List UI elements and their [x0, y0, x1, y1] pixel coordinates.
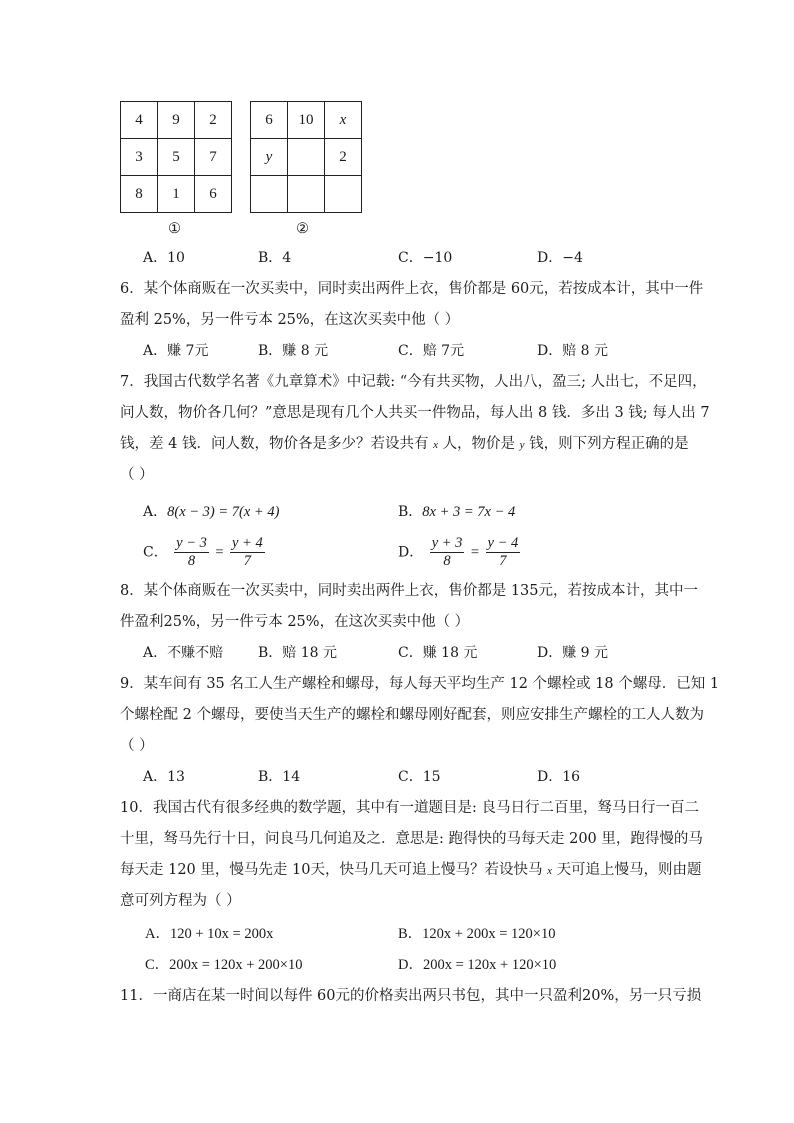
q5-option-d: D．−4: [537, 250, 583, 266]
q8-option-c: C．赚 18 元: [398, 645, 478, 661]
q7-option-b-expr: 8x + 3 = 7x − 4: [422, 504, 516, 520]
q5-option-a: A．10: [143, 250, 185, 266]
grid2-cell: x: [325, 102, 362, 139]
q7-option-a: [143, 502, 279, 522]
grid2-label: ②: [296, 221, 309, 237]
q7-option-d-frac2: [486, 535, 521, 570]
grid2-cell: [288, 176, 325, 213]
q6-option-d: D．赔 8 元: [537, 343, 609, 359]
q10-option-c: C．200x = 120x + 200×10: [145, 957, 303, 973]
q10-option-a: A．120 + 10x = 200x: [145, 926, 274, 942]
q9-option-a: A．13: [143, 769, 185, 785]
q8-option-b: B．赔 18 元: [258, 645, 338, 661]
q7-var-y: y: [519, 439, 525, 451]
q7-option-c-num2: y + 4: [232, 535, 263, 551]
q7-option-c-den1: 8: [187, 553, 196, 569]
grid1-cell: 8: [121, 176, 158, 213]
q7-text-line2: 问人数，物价各几何？”意思是现有几个人共买一件物品，每人出 8 钱．多出 3 钱; 每人出 7: [120, 405, 710, 421]
grid1-cell: 6: [195, 176, 232, 213]
grid2-cell: 2: [325, 139, 362, 176]
grid2-cell: [325, 176, 362, 213]
q7-option-d-den1: 8: [443, 553, 451, 569]
q7-option-c-den2: 7: [243, 553, 251, 569]
q6-text-line1: 6．某个体商贩在一次买卖中，同时卖出两件上衣，售价都是 60元，若按成本计，其中一件: [120, 281, 704, 297]
q7-option-c-eq: =: [215, 544, 224, 561]
q7-line3-part-c: 钱，则下列方程正确的是: [529, 436, 689, 452]
grid1-cell: 5: [158, 139, 195, 176]
q7-text-line4: （ ）: [120, 467, 154, 483]
grid2-cell: y: [251, 139, 288, 176]
grid1-cell: 4: [121, 102, 158, 139]
q6-option-c: C．赔 7元: [398, 343, 465, 359]
grid2-cell: 10: [288, 102, 325, 139]
q6-option-a: A．赚 7元: [143, 343, 209, 359]
q7-option-c: [143, 535, 267, 570]
q9-text-line2: 个螺栓配 2 个螺母，要使当天生产的螺栓和螺母刚好配套，则应安排生产螺栓的工人人数为: [120, 707, 704, 723]
q10-text-line2: 十里，驽马先行十日，问良马几何追及之．意思是: 跑得快的马每天走 200 里，跑得慢的马: [120, 831, 703, 847]
q9-option-c: C．15: [398, 769, 441, 785]
magic-square-1: [120, 101, 232, 213]
q7-option-d: [398, 535, 522, 570]
q5-option-c: C．−10: [398, 250, 453, 266]
q7-line3-part-a: 钱，差 4 钱．问人数，物价各是多少？若设共有: [120, 436, 429, 452]
q7-var-x: x: [433, 439, 438, 451]
q7-option-a-label: A．: [143, 504, 168, 520]
q8-text-line1: 8．某个体商贩在一次买卖中，同时卖出两件上衣，售价都是 135元，若按成本计，其中一: [120, 583, 699, 599]
q10-text-line4: 意可列方程为（ ）: [120, 893, 241, 909]
grid1-cell: 2: [195, 102, 232, 139]
q10-option-d: D．200x = 120x + 120×10: [398, 957, 557, 973]
q9-text-line3: （ ）: [120, 738, 154, 754]
q6-text-line2: 盈利 25%，另一件亏本 25%，在这次买卖中他（ ）: [120, 312, 460, 328]
q8-option-a: A．不赚不赔: [143, 645, 224, 661]
q7-option-b-label: B．: [398, 504, 423, 520]
q7-text-line1: 7．我国古代数学名著《九章算术》中记载: “今有共买物，人出八，盈三; 人出七，不足四，: [120, 374, 707, 390]
magic-square-2: [250, 101, 362, 213]
q8-text-line2: 件盈利25%，另一件亏本 25%，在这次买卖中他（ ）: [120, 614, 470, 630]
grid2-cell: 6: [251, 102, 288, 139]
q10-text-line3: [120, 860, 702, 881]
q7-option-d-label: D．: [398, 544, 424, 561]
q10-option-b: B．120x + 200x = 120×10: [398, 926, 556, 942]
q7-option-d-num1: y + 3: [431, 535, 463, 551]
q7-option-c-num1: y − 3: [176, 535, 207, 551]
grid1-cell: 1: [158, 176, 195, 213]
q10-line3-part-b: 天可追上慢马，则由题: [556, 862, 702, 878]
q7-option-a-expr: 8(x − 3) = 7(x + 4): [167, 504, 280, 520]
q8-option-d: D．赚 9 元: [537, 645, 609, 661]
q7-option-d-eq: =: [470, 544, 480, 561]
grid1-label: ①: [168, 221, 181, 237]
q11-text-line1: 11．一商店在某一时间以每件 60元的价格卖出两只书包，其中一只盈利20%，另一只亏损: [120, 988, 702, 1004]
q10-line3-part-a: 每天走 120 里，慢马先走 10天，快马几天可追上慢马？若设快马: [120, 862, 543, 878]
q7-option-d-frac1: [430, 535, 465, 570]
q10-text-line1: 10．我国古代有很多经典的数学题，其中有一道题目是: 良马日行二百里，驽马日行一百二: [120, 800, 699, 816]
q7-option-c-frac2: [230, 535, 265, 570]
q7-option-d-num2: y − 4: [487, 535, 519, 551]
grid1-cell: 3: [121, 139, 158, 176]
q5-option-b: B．4: [258, 250, 292, 266]
q7-option-b: [398, 502, 515, 522]
q7-option-d-den2: 7: [499, 553, 507, 569]
q9-option-d: D．16: [537, 769, 581, 785]
q7-line3-part-b: 人，物价是: [442, 436, 516, 452]
q7-option-c-label: C．: [143, 544, 168, 561]
q10-var-x: x: [547, 865, 552, 877]
q7-option-c-frac1: [174, 535, 209, 570]
q9-option-b: B．14: [258, 769, 301, 785]
q6-option-b: B．赚 8 元: [258, 343, 329, 359]
q7-text-line3: [120, 434, 689, 455]
grid1-cell: 9: [158, 102, 195, 139]
grid2-cell: [288, 139, 325, 176]
grid2-cell: [251, 176, 288, 213]
q9-text-line1: 9．某车间有 35 名工人生产螺栓和螺母，每人每天平均生产 12 个螺栓或 18 个螺母．已知 1: [120, 676, 720, 692]
grid1-cell: 7: [195, 139, 232, 176]
